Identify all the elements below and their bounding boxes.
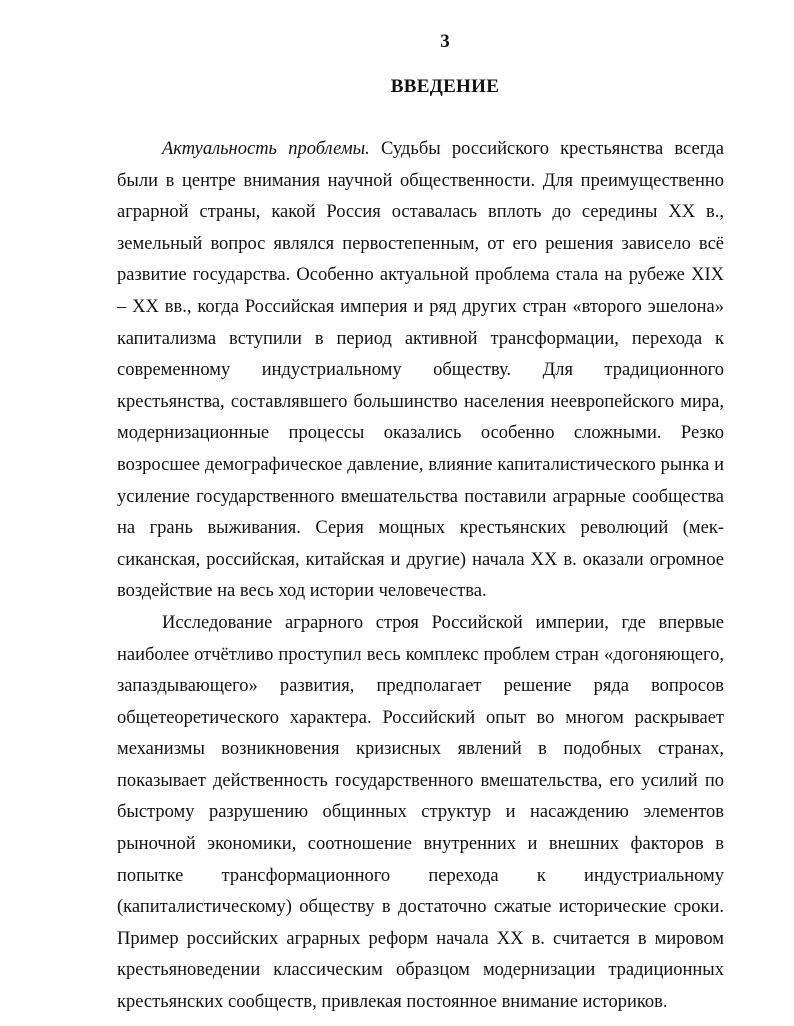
body-text: [117, 134, 724, 1019]
paragraph-text: Судьбы российского крестьянства всегда были в центре внимания научной общественности. Для преимущественно аграрной страны, какой Россия оставалась вплоть до середины XX в., земельный вопрос являлся первостепенным, от его решения зависело всё развитие государства. Особенно актуальной проблема стала на рубеже XIX – XX вв., когда Российская империя и ряд других стран «второго эшелона» капитализма вступили в период активной трансформации, перехода к современному индустриальному обществу. Для традиционного крестьянства, составлявшего большинство населения неевропейского мира, модернизационные процессы оказались особенно сложными. Резко возросшее демографическое давление, влияние капиталистического рынка и усиление государственного вмешательства поставили аграрные сообщества на грань выживания. Серия мощных крестьянских революций (мексиканская, российская, китайская и другие) начала XX в. оказали огромное воздействие на весь ход истории человечества.: [117, 139, 724, 602]
paragraph-research: [117, 608, 724, 1019]
paragraph-lead: Актуальность проблемы.: [162, 139, 370, 159]
section-heading: ВВЕДЕНИЕ: [390, 76, 500, 97]
paragraph-relevance: [117, 134, 724, 608]
page-number: 3: [440, 31, 450, 52]
paragraph-text: Исследование аграрного строя Российской империи, где впервые наиболее отчётливо проступил весь комплекс проблем стран «догоняющего, запаздывающего» развития, предполагает решение ряда вопросов общетеоретического характера. Российский опыт во многом раскрывает механизмы возникновения кризисных явлений в подобных странах, показывает действенность государственного вмешательства, его усилий по быстрому разрушению общинных структур и насаждению элементов рыночной экономики, соотношение внутренних и внешних факторов в попытке трансформационного перехода к индустриальному (капиталистическому) обществу в достаточно сжатые исторические сроки. Пример российских аграрных реформ начала XX в. считается в мировом крестьяноведении классическим образцом модернизации традиционных крестьянских сообществ, привлекая постоянное внимание историков.: [117, 612, 724, 1013]
